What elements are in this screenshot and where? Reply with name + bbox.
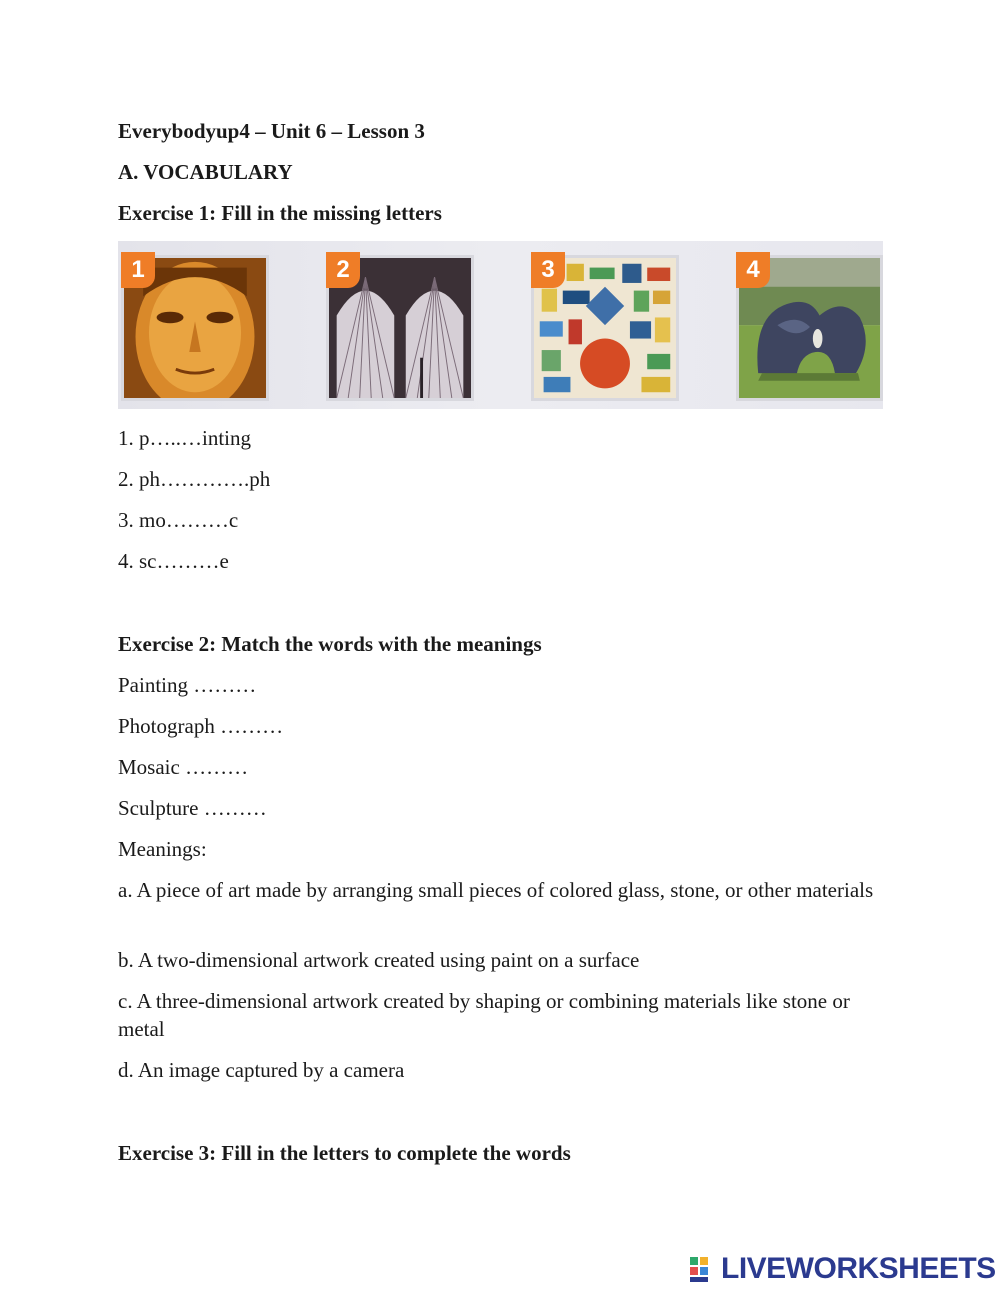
ex1-item-3[interactable]: 3. mo………c [118,508,239,532]
ex1-item-4[interactable]: 4. sc………e [118,549,229,573]
ex2-word-mosaic[interactable]: Mosaic ……… [118,755,249,779]
picture-number-4: 4 [736,252,770,288]
liveworksheets-logo [690,1252,996,1286]
meaning-d: d. An image captured by a camera [118,1058,405,1082]
logo-text: LIVEWORKSHEETS [721,1252,996,1285]
meaning-a: a. A piece of art made by arranging small pieces of colored glass, stone, or other materials [118,878,874,902]
ex2-word-sculpture[interactable]: Sculpture ……… [118,796,267,820]
ex1-item-2[interactable]: 2. ph………….ph [118,467,271,491]
meanings-label: Meanings: [118,837,207,861]
exercise3-title: Exercise 3: Fill in the letters to complete the words [118,1141,571,1165]
ex2-word-photograph[interactable]: Photograph ……… [118,714,284,738]
section-heading: A. VOCABULARY [118,160,293,184]
exercise1-title: Exercise 1: Fill in the missing letters [118,201,442,225]
picture-strip [118,241,883,409]
picture-number-2: 2 [326,252,360,288]
ex2-word-painting[interactable]: Painting ……… [118,673,257,697]
exercise2-title: Exercise 2: Match the words with the meanings [118,632,542,656]
picture-number-1: 1 [121,252,155,288]
ex1-item-1[interactable]: 1. p…..…inting [118,426,252,450]
meaning-c: c. A three-dimensional artwork created by shaping or combining materials like stone or metal [118,989,850,1041]
logo-mark-icon [690,1255,718,1283]
picture-number-3: 3 [531,252,565,288]
meaning-b: b. A two-dimensional artwork created using paint on a surface [118,948,640,972]
page-title: Everybodyup4 – Unit 6 – Lesson 3 [118,119,425,143]
